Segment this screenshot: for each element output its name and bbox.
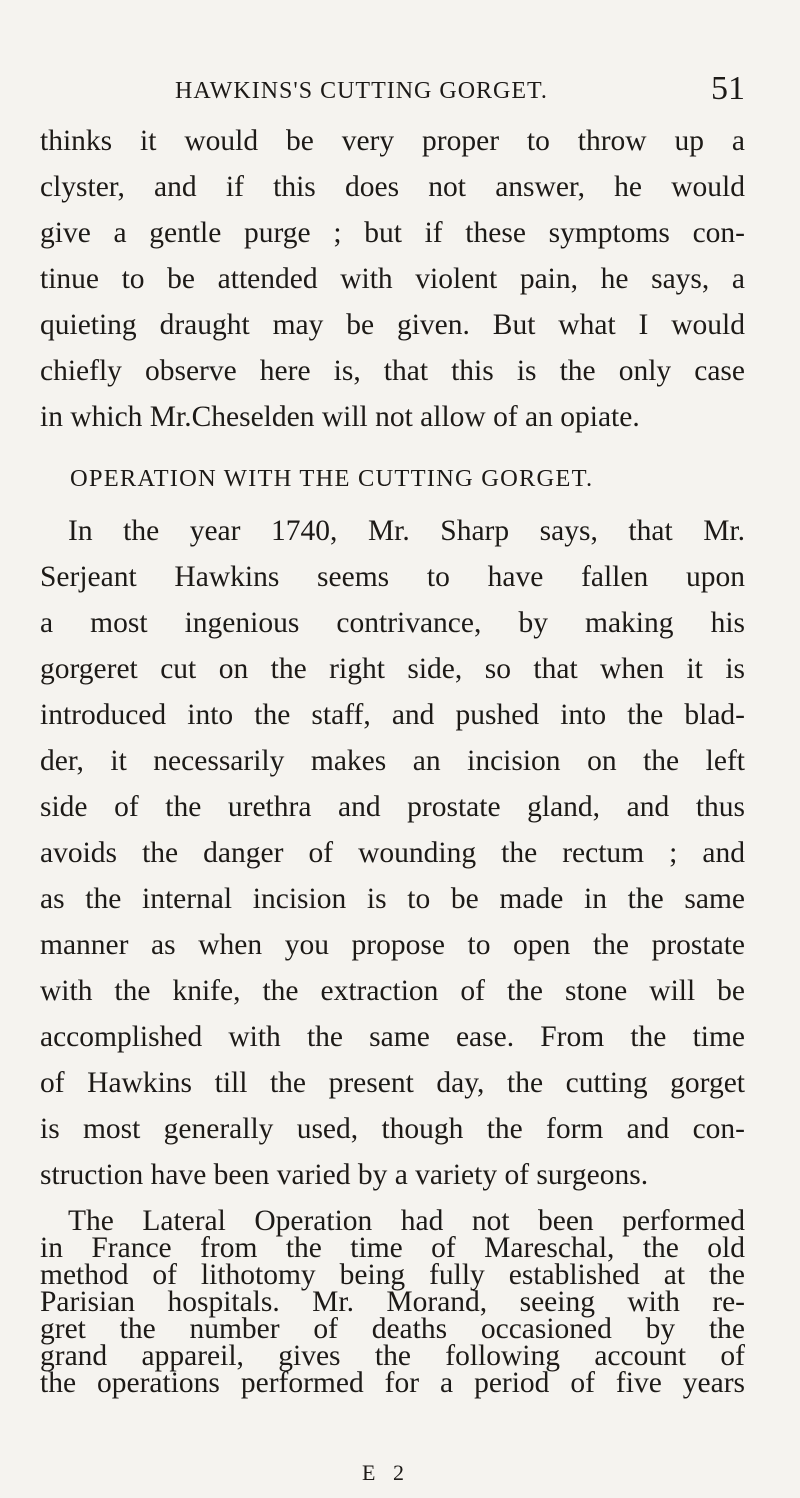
page-number: 51 [711,70,745,107]
text-line: In the year 1740, Mr. Sharp says, that Mr. [68,515,745,547]
text-line: The Lateral Operation had not been performed [68,1205,745,1237]
text-line: in France from the time of Mareschal, the old [40,1232,745,1264]
text-line: quieting draught may be given. But what I would [40,309,745,341]
text-line: is most generally used, though the form and con- [40,1113,745,1145]
text-line: avoids the danger of wounding the rectum ; and [40,837,745,869]
text-line: a most ingenious contrivance, by making his [40,607,745,639]
text-line: Serjeant Hawkins seems to have fallen upon [40,561,745,593]
page-header [40,70,745,110]
text-line: method of lithotomy being fully established at the [40,1259,745,1291]
running-head: HAWKINS'S CUTTING GORGET. [175,78,548,104]
text-line: grand appareil, gives the following account of [40,1340,745,1372]
text-line: in which Mr.Cheselden will not allow of an opiate. [40,401,640,433]
text-line: struction have been varied by a variety of surgeons. [40,1159,649,1191]
text-line: chiefly observe here is, that this is the only case [40,355,745,387]
text-line: of Hawkins till the present day, the cutting gorget [40,1067,745,1099]
text-line: Parisian hospitals. Mr. Morand, seeing with re- [40,1286,745,1318]
text-line: tinue to be attended with violent pain, he says, a [40,263,745,295]
text-line: accomplished with the same ease. From the time [40,1021,745,1053]
text-line: gret the number of deaths occasioned by the [40,1313,745,1345]
text-line: gorgeret cut on the right side, so that when it is [40,653,745,685]
text-line: side of the urethra and prostate gland, and thus [40,791,745,823]
text-line: clyster, and if this does not answer, he would [40,171,745,203]
section-heading: OPERATION WITH THE CUTTING GORGET. [70,465,594,492]
text-line: as the internal incision is to be made in the same [40,883,745,915]
text-line: give a gentle purge ; but if these symptoms con- [40,217,745,249]
text-line: manner as when you propose to open the prostate [40,929,745,961]
text-line: with the knife, the extraction of the stone will be [40,975,745,1007]
text-line: thinks it would be very proper to throw up a [40,125,745,157]
signature-mark: E 2 [362,1460,410,1485]
text-line: introduced into the staff, and pushed into the blad- [40,699,745,731]
text-line: der, it necessarily makes an incision on the left [40,745,745,777]
text-line: the operations performed for a period of five years [40,1367,745,1399]
